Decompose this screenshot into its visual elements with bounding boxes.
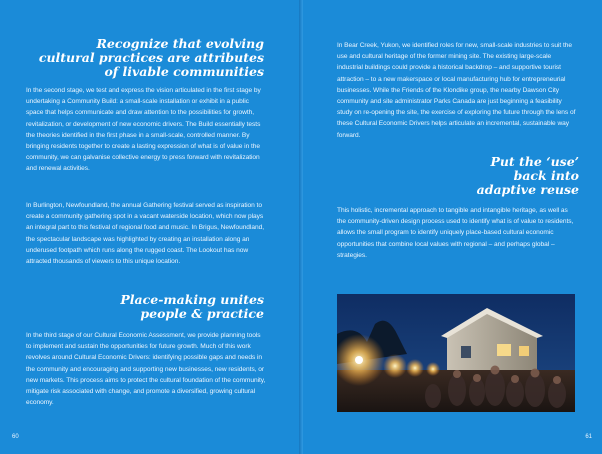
heading-line: of livable communities: [104, 64, 264, 79]
left-page: [0, 0, 299, 454]
left-paragraph-1: In the second stage, we test and express the vision articulated in the first stage by undertaking a Community Build: a small-scale installation or exhibit in a public space that helps communicate and draw attention to the possibilities for growth, revitalization, or development of new economic drivers. The Build essentially tests the theories identified in the first phase in a small-scale, controlled manner. By bringing residents together to create a lasting expression of what is of value in the community, we can galvanise collective energy to press forward with revitalization and renewal activities.: [26, 87, 261, 173]
left-heading-1: [4, 37, 264, 79]
page-number-left: 60: [12, 434, 19, 440]
left-paragraph-2: In Burlington, Newfoundland, the annual Gathering festival served as inspiration to create a community gathering spot in a vacant waterside location, which now plays an integral part to this festival of regional food and music. In Brigus, Newfoundland, the spectacular landscape was highlighted by creating an installation along an underused footpath which runs along the rugged coast. The Lookout has now attracted thousands of viewers to this unique location.: [26, 202, 264, 266]
right-heading: [379, 155, 579, 197]
heading-line: people & practice: [140, 306, 264, 321]
heading-line: cultural practices are attributes: [38, 50, 264, 65]
heading-line: adaptive reuse: [476, 182, 579, 197]
page-number-right: 61: [585, 434, 592, 440]
heading-line: back into: [513, 168, 579, 183]
night-gathering-photo: [337, 294, 575, 412]
left-paragraph-3: In the third stage of our Cultural Economic Assessment, we provide planning tools to implement and sustain the opportunities for future growth. Much of this work revolves around Cultural Economic Drivers: identifying possible gaps and needs in the community and encouraging and supporting new businesses, new residents, or new markets. This process aims to protect the cultural foundation of the community, mitigate risk associated with change, and promote a diversified, growing cultural economy.: [26, 332, 266, 407]
right-paragraph-2: This holistic, incremental approach to tangible and intangible heritage, as well as the community-driven design process used to identify what is of value to residents, allows the small program to identify uniquely place-based cultural economic opportunities that combine local values with regional – and perhaps global – strategies.: [337, 207, 574, 259]
heading-line: Recognize that evolving: [96, 36, 264, 51]
right-paragraph-1: In Bear Creek, Yukon, we identified roles for new, small-scale industries to suit the use and cultural heritage of the former mining site. The existing large-scale industrial buildings could provide a historical backdrop – and supportive tourist attraction – to a new makerspace or local manufacturing hub for entrepreneurial businesses. While the Friends of the Klondike group, the nearby Dawson City community and site administrator Parks Canada are just beginning a feasibility study on re-opening the site, the exercise of exploring the future through the lens of these Cultural Economic Drivers helps articulate an incremental, sustainable way forward.: [337, 42, 576, 139]
photo-illustration: [337, 294, 575, 412]
left-heading-2: [4, 293, 264, 321]
heading-line: Put the ‘use’: [490, 154, 579, 169]
heading-line: Place-making unites: [120, 292, 264, 307]
